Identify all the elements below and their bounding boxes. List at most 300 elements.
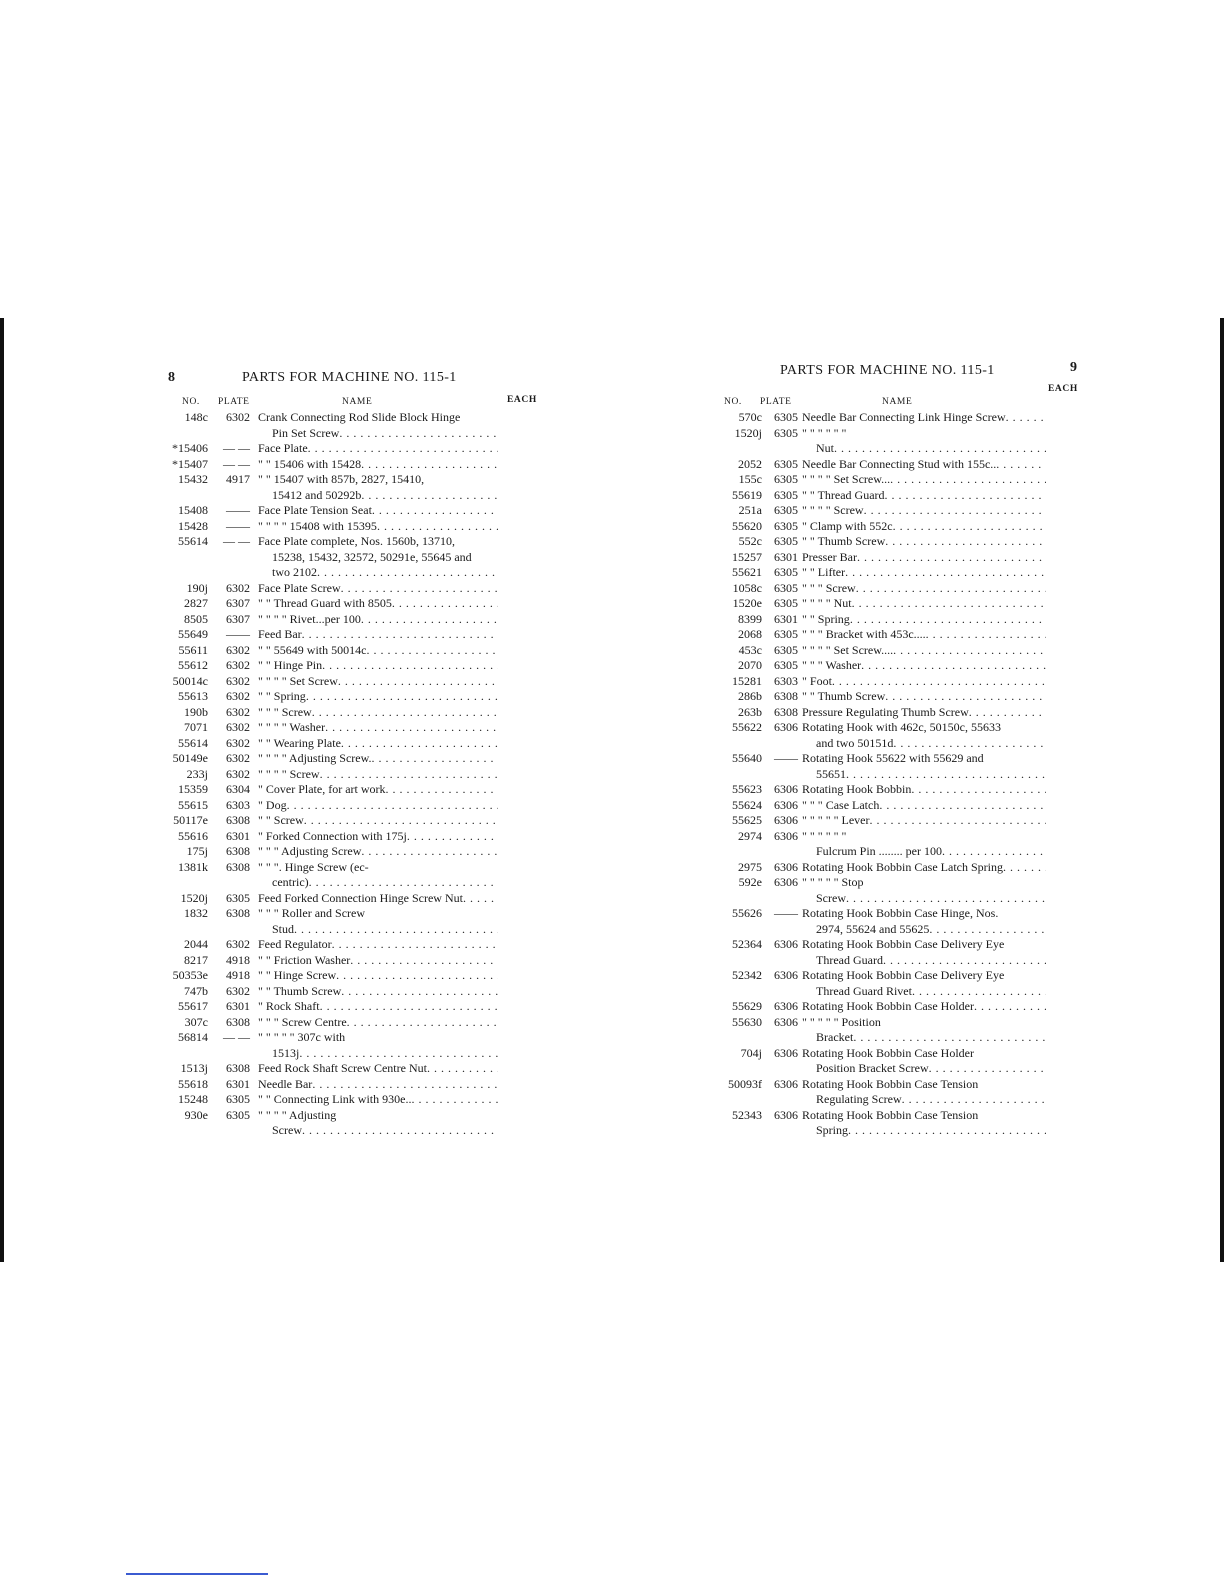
plate-number: 6302 xyxy=(226,704,250,719)
part-name-line xyxy=(258,581,498,597)
part-name-line xyxy=(258,720,498,736)
part-name xyxy=(258,596,498,612)
part-name xyxy=(258,937,498,953)
part-name-line xyxy=(802,782,1046,798)
parts-row xyxy=(160,829,550,845)
part-name-text: Pressure Regulating Thumb Screw xyxy=(802,704,969,719)
part-name-line xyxy=(258,875,498,891)
part-name-line xyxy=(802,922,1046,938)
parts-row xyxy=(160,503,550,519)
plate-number: 6308 xyxy=(226,1061,250,1075)
parts-row xyxy=(160,1030,550,1061)
part-name-line xyxy=(802,1030,1046,1046)
part-name-text: Bracket xyxy=(816,1030,854,1044)
plate-number: 6305 xyxy=(774,518,798,533)
part-name-text: Rotating Hook Bobbin Case Holder xyxy=(802,999,974,1013)
part-name-line xyxy=(802,488,1046,504)
part-number: 50117e xyxy=(173,813,208,827)
part-name-text: Face Plate Tension Seat xyxy=(258,503,372,517)
part-name-line xyxy=(802,596,1046,612)
part-name xyxy=(802,488,1046,504)
parts-row xyxy=(710,627,1090,643)
parts-row xyxy=(160,1108,550,1139)
part-name-text: Rotating Hook with 462c, 50150c, 55633 xyxy=(802,720,1001,734)
parts-row xyxy=(710,1046,1090,1077)
plate-number: 4918 xyxy=(226,968,250,982)
part-name-line xyxy=(258,844,498,860)
part-name-text: Rotating Hook Bobbin xyxy=(802,782,912,796)
part-name-line xyxy=(258,503,498,519)
parts-row xyxy=(160,1061,550,1077)
part-name-text: " " " " Rivet...per 100 xyxy=(258,611,361,626)
parts-row xyxy=(710,658,1090,674)
part-name-text: 55651 xyxy=(816,766,846,781)
parts-row xyxy=(160,410,550,441)
part-name-text: " " Thread Guard xyxy=(802,487,885,502)
part-name xyxy=(258,860,498,891)
parts-row xyxy=(710,829,1090,860)
part-name-text: Feed Forked Connection Hinge Screw Nut xyxy=(258,890,463,905)
plate-number: 4917 xyxy=(226,472,250,486)
part-name xyxy=(258,1108,498,1139)
part-name xyxy=(258,410,498,441)
part-name-text: " " " " " " xyxy=(802,425,847,440)
part-name xyxy=(802,782,1046,798)
part-number: 2827 xyxy=(184,596,208,610)
part-name-line xyxy=(802,844,1046,860)
part-name-line xyxy=(802,829,1046,845)
part-name xyxy=(802,1046,1046,1077)
part-number: 56814 xyxy=(178,1030,208,1044)
part-number: 50014c xyxy=(172,673,208,688)
part-name-line xyxy=(258,426,498,442)
part-name-text: two 2102 xyxy=(272,565,317,579)
plate-number: 6306 xyxy=(774,828,798,843)
part-name-text: " " " Bracket with 453c.... xyxy=(802,627,926,641)
parts-list xyxy=(160,410,550,1139)
part-name-text: Face Plate Screw xyxy=(258,580,341,595)
part-name xyxy=(258,891,498,907)
part-name xyxy=(802,751,1046,782)
part-name-line xyxy=(258,922,498,938)
part-name-text: and two 50151d xyxy=(816,735,894,750)
column-header-no: NO. xyxy=(182,397,200,407)
part-name-line xyxy=(802,674,1046,690)
part-name xyxy=(258,689,498,705)
part-name-line xyxy=(258,488,498,504)
part-name-line xyxy=(258,906,498,922)
parts-row xyxy=(160,612,550,628)
part-name-text: Rotating Hook Bobbin Case Latch Spring xyxy=(802,859,1003,874)
part-number: 55626 xyxy=(732,906,762,920)
part-name xyxy=(258,953,498,969)
part-name-text: " " 15406 with 15428 xyxy=(258,456,362,471)
part-name-text: " Forked Connection with 175j xyxy=(258,828,407,843)
part-name xyxy=(802,813,1046,829)
part-name-line xyxy=(802,798,1046,814)
part-name-line xyxy=(802,1123,1046,1139)
part-name xyxy=(802,860,1046,876)
plate-number: 6305 xyxy=(226,1107,250,1122)
part-name xyxy=(258,534,498,581)
plate-number: 6306 xyxy=(774,813,798,827)
part-name-line xyxy=(258,891,498,907)
parts-row xyxy=(160,596,550,612)
parts-row xyxy=(160,906,550,937)
parts-row xyxy=(710,906,1090,937)
plate-number: 6301 xyxy=(226,828,250,843)
part-number: 190b xyxy=(184,704,208,719)
parts-row xyxy=(160,751,550,767)
parts-row xyxy=(160,860,550,891)
part-name-line xyxy=(802,999,1046,1015)
part-number: 55616 xyxy=(178,828,208,843)
part-name-line xyxy=(802,1077,1046,1093)
plate-number: 6306 xyxy=(774,1014,798,1029)
part-name-line xyxy=(802,441,1046,457)
part-number: 1381k xyxy=(178,859,208,874)
plate-number: 6302 xyxy=(226,983,250,998)
parts-row xyxy=(160,844,550,860)
part-name-text: Rotating Hook Bobbin Case Delivery Eye xyxy=(802,968,1005,982)
plate-number: 6306 xyxy=(774,968,798,982)
plate-number: — — xyxy=(223,1030,250,1044)
part-name-line xyxy=(802,720,1046,736)
part-number: 15428 xyxy=(178,518,208,533)
plate-number: 6302 xyxy=(226,937,250,951)
part-name-text: Spring xyxy=(816,1123,849,1137)
part-name-line xyxy=(258,534,498,550)
parts-row xyxy=(710,798,1090,814)
part-number: 1832 xyxy=(184,906,208,920)
part-number: 570c xyxy=(738,410,762,424)
parts-row xyxy=(710,1108,1090,1139)
part-name-text: " Foot xyxy=(802,673,832,688)
part-name xyxy=(258,1092,498,1108)
part-name-line xyxy=(258,1046,498,1062)
plate-number: 6306 xyxy=(774,875,798,889)
parts-row xyxy=(160,534,550,581)
parts-row xyxy=(710,1015,1090,1046)
parts-row xyxy=(160,519,550,535)
part-name xyxy=(802,581,1046,597)
part-name xyxy=(258,968,498,984)
parts-row xyxy=(160,813,550,829)
part-name-text: Nut xyxy=(816,441,834,455)
part-number: 55625 xyxy=(732,813,762,827)
parts-row xyxy=(160,457,550,473)
part-number: 233j xyxy=(186,766,208,781)
part-name-line xyxy=(802,550,1046,566)
plate-number: — — xyxy=(223,456,250,471)
part-name-text: " " " " " " xyxy=(802,828,847,843)
part-name-text: Position Bracket Screw xyxy=(816,1061,929,1075)
part-name-text: " " " " " Stop xyxy=(802,875,864,889)
part-name xyxy=(258,798,498,814)
part-name-line xyxy=(802,906,1046,922)
page-number: 9 xyxy=(1070,360,1078,375)
column-header-plate: PLATE xyxy=(760,397,792,407)
part-name-line xyxy=(802,751,1046,767)
parts-row xyxy=(160,953,550,969)
part-number: 155c xyxy=(738,472,762,486)
part-number: 15248 xyxy=(178,1092,208,1106)
part-name xyxy=(802,643,1046,659)
part-name xyxy=(258,767,498,783)
part-name-line xyxy=(258,674,498,690)
part-name-text: Rotating Hook Bobbin Case Delivery Eye xyxy=(802,937,1005,951)
part-name xyxy=(258,782,498,798)
part-name xyxy=(258,1030,498,1061)
part-name-line xyxy=(258,612,498,628)
part-name-text: " " " Roller and Screw xyxy=(258,906,366,920)
part-name-line xyxy=(258,767,498,783)
part-name-text: " " 55649 with 50014c xyxy=(258,642,367,657)
part-name xyxy=(258,984,498,1000)
part-name xyxy=(802,457,1046,473)
part-number: 307c xyxy=(184,1014,208,1029)
part-number: 15359 xyxy=(178,782,208,796)
plate-number: 6308 xyxy=(226,813,250,827)
page-header xyxy=(160,360,550,394)
part-name-text: 1513j xyxy=(272,1045,300,1060)
plate-number: 6302 xyxy=(226,642,250,657)
part-name-text: Regulating Screw xyxy=(816,1092,902,1106)
plate-number: 6305 xyxy=(774,425,798,440)
part-name xyxy=(258,999,498,1015)
part-name-line xyxy=(258,519,498,535)
parts-row xyxy=(160,674,550,690)
plate-number: 6301 xyxy=(226,999,250,1013)
part-number: 8399 xyxy=(738,611,762,626)
part-name-text: " " " Washer xyxy=(802,658,862,672)
part-name-line xyxy=(258,1108,498,1124)
part-name-line xyxy=(258,984,498,1000)
part-name-text: " Clamp with 552c xyxy=(802,518,893,533)
part-number: 2052 xyxy=(738,456,762,471)
plate-number: 6301 xyxy=(226,1076,250,1091)
part-name-text: " " " " 15408 with 15395 xyxy=(258,518,377,533)
part-number: 55613 xyxy=(178,689,208,703)
parts-row xyxy=(710,968,1090,999)
part-name-line xyxy=(802,767,1046,783)
part-number: 2974 xyxy=(738,828,762,843)
part-name xyxy=(802,1015,1046,1046)
part-number: 552c xyxy=(738,534,762,548)
parts-list xyxy=(710,410,1090,1139)
part-name xyxy=(258,751,498,767)
part-name-text: " " Wearing Plate xyxy=(258,735,341,750)
part-name-text: " " Lifter xyxy=(802,565,846,579)
part-name-line xyxy=(258,441,498,457)
parts-row xyxy=(160,441,550,457)
plate-number: 6305 xyxy=(774,410,798,424)
part-name-text: " " 15407 with 857b, 2827, 15410, xyxy=(258,472,425,486)
plate-number: 6306 xyxy=(774,797,798,812)
part-name-line xyxy=(802,627,1046,643)
part-name-line xyxy=(258,829,498,845)
part-name xyxy=(802,519,1046,535)
page-right xyxy=(710,360,1090,1139)
plate-number: 6306 xyxy=(774,1076,798,1091)
parts-row xyxy=(160,705,550,721)
part-name-text: Thread Guard Rivet xyxy=(816,983,912,998)
part-number: 55617 xyxy=(178,999,208,1013)
plate-number: —— xyxy=(226,503,250,517)
parts-row xyxy=(160,891,550,907)
column-header-plate: PLATE xyxy=(218,397,250,407)
part-name-text: " " " Screw xyxy=(258,704,312,719)
plate-number: 6308 xyxy=(226,1014,250,1029)
part-number: 286b xyxy=(738,689,762,703)
part-name-line xyxy=(258,999,498,1015)
parts-row xyxy=(710,519,1090,535)
part-number: 55620 xyxy=(732,518,762,533)
part-name-line xyxy=(258,813,498,829)
plate-number: 6303 xyxy=(774,673,798,688)
part-name-line xyxy=(258,1092,498,1108)
part-number: 704j xyxy=(740,1045,762,1060)
part-name-text: " " Spring xyxy=(258,689,306,703)
parts-row xyxy=(710,426,1090,457)
part-number: 55621 xyxy=(732,565,762,579)
parts-row xyxy=(710,488,1090,504)
part-name-text: " " Thumb Screw xyxy=(258,983,342,998)
plate-number: 4918 xyxy=(226,952,250,967)
part-number: 1520e xyxy=(732,596,762,610)
parts-row xyxy=(160,782,550,798)
part-number: 453c xyxy=(738,642,762,657)
part-name-text: " " " Case Latch xyxy=(802,797,880,812)
part-name xyxy=(802,550,1046,566)
parts-row xyxy=(710,937,1090,968)
part-name xyxy=(802,906,1046,937)
part-name xyxy=(258,1015,498,1031)
part-name-text: " " Connecting Link with 930e.. xyxy=(258,1092,412,1106)
part-name xyxy=(258,844,498,860)
plate-number: 6308 xyxy=(226,906,250,920)
part-number: 55619 xyxy=(732,487,762,502)
part-name-text: " " Thread Guard with 8505 xyxy=(258,596,392,610)
plate-number: 6306 xyxy=(774,937,798,951)
part-name xyxy=(258,627,498,643)
part-name xyxy=(258,612,498,628)
plate-number: 6306 xyxy=(774,720,798,734)
column-header-name: NAME xyxy=(882,397,913,407)
part-name-text: Fulcrum Pin ........ per 100 xyxy=(816,844,942,858)
part-name-line xyxy=(802,534,1046,550)
part-name-line xyxy=(802,1046,1046,1062)
part-name xyxy=(258,457,498,473)
part-name-line xyxy=(802,519,1046,535)
plate-number: 6303 xyxy=(226,797,250,812)
plate-number: 6306 xyxy=(774,999,798,1013)
part-name xyxy=(258,674,498,690)
part-name-line xyxy=(258,689,498,705)
column-header-each: EACH xyxy=(507,395,537,405)
part-number: 1058c xyxy=(732,580,762,595)
part-number: 15432 xyxy=(178,472,208,486)
part-name xyxy=(258,643,498,659)
part-name xyxy=(258,1077,498,1093)
parts-row xyxy=(160,736,550,752)
plate-number: 6305 xyxy=(226,890,250,905)
part-name-line xyxy=(258,736,498,752)
part-name xyxy=(258,829,498,845)
plate-number: 6305 xyxy=(774,658,798,672)
parts-row xyxy=(160,984,550,1000)
part-number: 8505 xyxy=(184,611,208,626)
part-name-line xyxy=(802,860,1046,876)
part-name-text: 15238, 15432, 32572, 50291e, 55645 and xyxy=(272,549,472,564)
part-name-line xyxy=(802,689,1046,705)
part-number: 1520j xyxy=(180,890,208,905)
part-number: 55630 xyxy=(732,1014,762,1029)
page-header xyxy=(710,360,1090,394)
part-name-line xyxy=(258,798,498,814)
part-name xyxy=(802,689,1046,705)
part-name-text: " " " " " Position xyxy=(802,1014,881,1029)
parts-row xyxy=(160,767,550,783)
part-name xyxy=(802,875,1046,906)
plate-number: — — xyxy=(223,441,250,455)
part-name-text: " " Hinge Screw xyxy=(258,968,337,982)
part-name-text: Feed Bar xyxy=(258,627,302,641)
part-name-line xyxy=(802,736,1046,752)
parts-row xyxy=(160,720,550,736)
part-name xyxy=(802,534,1046,550)
part-name-line xyxy=(802,472,1046,488)
part-name-line xyxy=(258,705,498,721)
part-number: 52343 xyxy=(732,1107,762,1122)
part-number: 2070 xyxy=(738,658,762,672)
plate-number: 6304 xyxy=(226,782,250,796)
part-number: 55649 xyxy=(178,627,208,641)
part-name-line xyxy=(258,658,498,674)
part-number: 7071 xyxy=(184,720,208,734)
parts-row xyxy=(710,410,1090,426)
part-name-text: 15412 and 50292b xyxy=(272,487,362,502)
plate-number: 6302 xyxy=(226,751,250,765)
bottom-rule xyxy=(126,1573,268,1575)
part-name-text: Face Plate xyxy=(258,441,308,455)
part-name xyxy=(802,627,1046,643)
part-number: 52364 xyxy=(732,937,762,951)
part-name xyxy=(258,581,498,597)
page-title: PARTS FOR MACHINE NO. 115-1 xyxy=(242,370,457,385)
plate-number: 6306 xyxy=(774,782,798,796)
part-name-text: Screw xyxy=(272,1123,302,1137)
plate-number: 6305 xyxy=(774,596,798,610)
parts-row xyxy=(710,689,1090,705)
part-name-line xyxy=(802,813,1046,829)
part-name-line xyxy=(258,968,498,984)
part-name-text: Rotating Hook Bobbin Case Tension xyxy=(802,1076,979,1091)
part-name xyxy=(258,503,498,519)
plate-number: 6308 xyxy=(774,704,798,719)
parts-row xyxy=(710,782,1090,798)
part-name-line xyxy=(802,1061,1046,1077)
part-number: 15257 xyxy=(732,549,762,564)
part-name-text: " " Thumb Screw xyxy=(802,534,886,548)
parts-row xyxy=(160,1092,550,1108)
parts-row xyxy=(160,1015,550,1031)
part-name-line xyxy=(258,782,498,798)
parts-row xyxy=(710,581,1090,597)
part-name-text: " " " " Screw xyxy=(802,503,864,517)
part-name-line xyxy=(258,751,498,767)
parts-row xyxy=(710,550,1090,566)
